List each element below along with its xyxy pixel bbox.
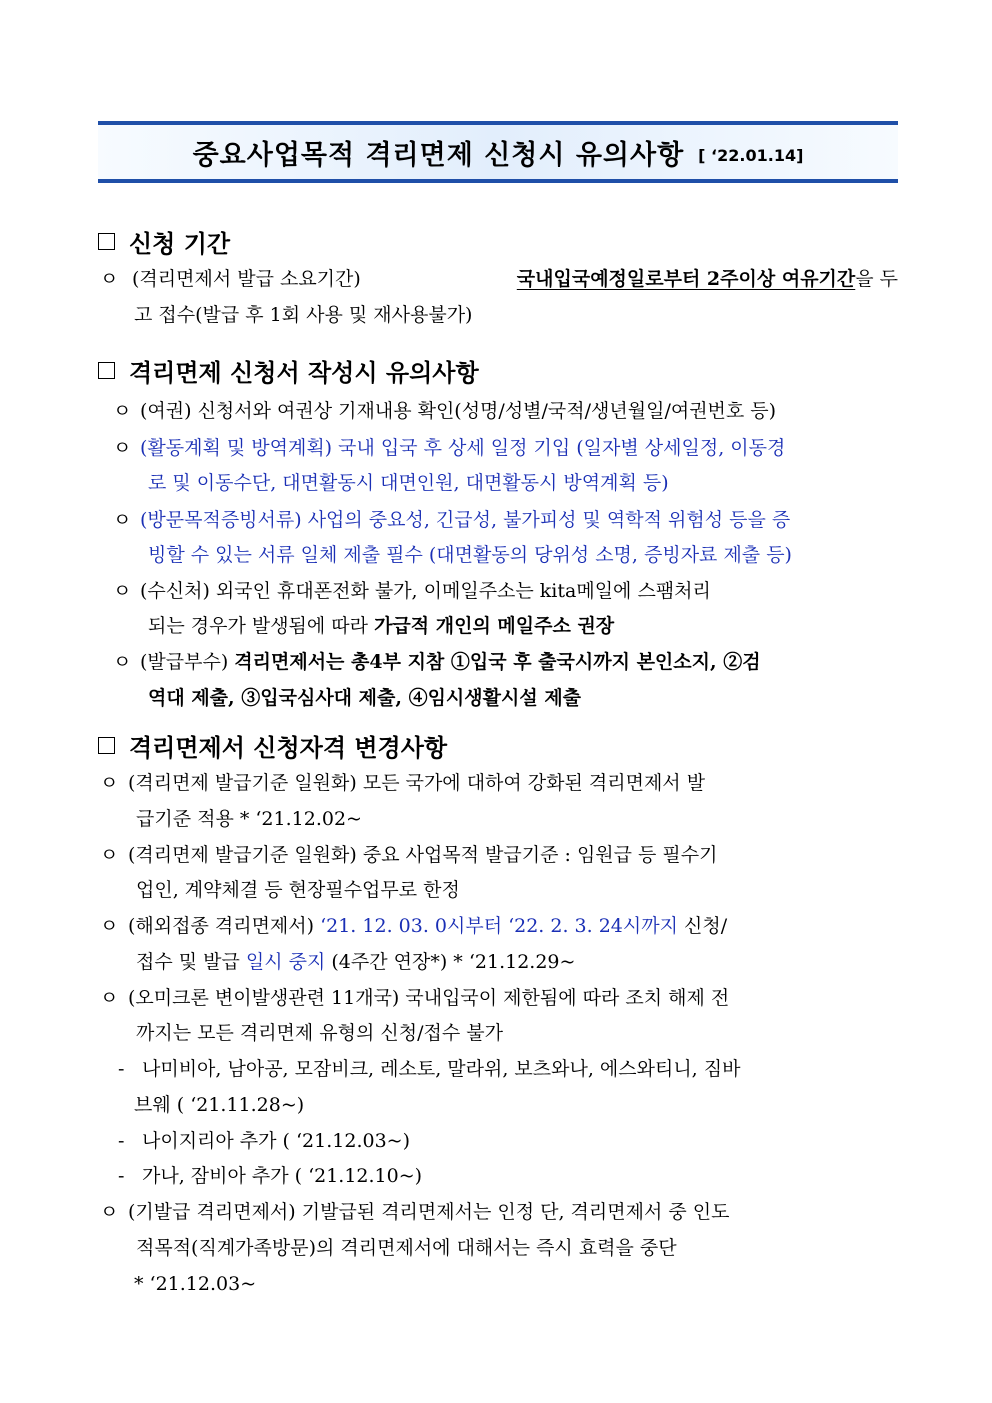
- s2-item2-line2: 로 및 이동수단, 대면활동시 대면인원, 대면활동시 방역계획 등): [148, 472, 669, 494]
- s3-item2-line2: 업인, 계약체결 등 현장필수업무로 한정: [136, 879, 460, 901]
- s2-item2-line1: (활동계획 및 방역계획) 국내 입국 후 상세 일정 기입 (일자별 상세일정, 이동경: [140, 437, 786, 459]
- s3-item3-prefix: (해외접종 격리면제서): [128, 915, 321, 937]
- s3-item1-line1: (격리면제 발급기준 일원화) 모든 국가에 대하여 강화된 격리면제서 발: [128, 772, 706, 794]
- bullet-icon: ㅇ: [113, 651, 132, 673]
- dash-icon: -: [118, 1058, 125, 1080]
- s3-item3-line2-a: 접수 및 발급: [136, 951, 246, 973]
- s3-sub3-text: 가나, 잠비아 추가 ( ‘21.12.10~): [142, 1165, 423, 1187]
- s2-item4-line2: [148, 617, 614, 636]
- bullet-icon: ㅇ: [100, 844, 119, 866]
- s3-item5-line1: (기발급 격리면제서) 기발급된 격리면제서는 인정 단, 격리면제서 중 인도: [128, 1201, 730, 1223]
- s2-item4-line1: [140, 582, 898, 601]
- bullet-icon: ㅇ: [100, 1201, 119, 1223]
- s3-sub1-line1: 나미비아, 남아공, 모잠비크, 레소토, 말라위, 보츠와나, 에스와티니, 짐바: [142, 1058, 741, 1080]
- bullet-icon: ㅇ: [113, 400, 132, 422]
- checkbox-square-icon: [98, 737, 115, 754]
- dash-icon: -: [118, 1130, 125, 1152]
- bullet-icon: ㅇ: [100, 915, 119, 937]
- checkbox-square-icon: [98, 362, 115, 379]
- bullet-icon: ㅇ: [100, 772, 119, 794]
- section-heading-eligibility-changes: [98, 728, 447, 763]
- s2-item4-line2-prefix: 되는 경우가 발생됨에 따라: [148, 615, 375, 637]
- page-title: 중요사업목적 격리면제 신청시 유의사항: [192, 139, 685, 171]
- section-heading-label: 신청 기간: [129, 230, 231, 258]
- s2-item5-line1-emphasis: 격리면제서는 총4부 지참 ①입국 후 출국시까지 본인소지, ②검: [234, 651, 761, 673]
- bullet-icon: ㅇ: [100, 268, 119, 290]
- s2-item3-line1: (방문목적증빙서류) 사업의 중요성, 긴급성, 불가피성 및 역학적 위험성 등을 증: [140, 509, 791, 531]
- s1-item1-suffix: 을 두: [855, 268, 898, 290]
- s3-item5-line2: 적목적(직계가족방문)의 격리면제서에 대해서는 즉시 효력을 중단: [136, 1237, 677, 1259]
- s2-item1-text: (여권) 신청서와 여권상 기재내용 확인(성명/성별/국적/생년월일/여권번호 등): [140, 400, 777, 422]
- s3-item2-line1: (격리면제 발급기준 일원화) 중요 사업목적 발급기준 : 임원급 등 필수기: [128, 844, 718, 866]
- dash-icon: -: [118, 1165, 125, 1187]
- s1-item1-line1: [132, 270, 898, 289]
- bullet-icon: ㅇ: [100, 987, 119, 1009]
- s2-item5-line2: 역대 제출, ③입국심사대 제출, ④임시생활시설 제출: [148, 687, 582, 709]
- section-heading-application-period: [98, 224, 230, 259]
- s3-item1-line2: 급기준 적용 * ‘21.12.02~: [136, 808, 362, 830]
- s3-item4-line2: 까지는 모든 격리면제 유형의 신청/접수 불가: [136, 1022, 503, 1044]
- bullet-icon: ㅇ: [113, 437, 132, 459]
- s3-item3-line2: [136, 953, 575, 972]
- s2-item3-line2: 빙할 수 있는 서류 일체 제출 필수 (대면활동의 당위성 소명, 증빙자료 제출 등): [148, 544, 792, 566]
- checkbox-square-icon: [98, 233, 115, 250]
- s3-item3-line2-b: (4주간 연장*) * ‘21.12.29~: [325, 951, 576, 973]
- bullet-icon: ㅇ: [113, 509, 132, 531]
- s2-item5-line1: [140, 653, 761, 672]
- s2-item4-line1-text: (수신처) 외국인 휴대폰전화 불가, 이메일주소는 kita메일에 스팸처리: [140, 580, 711, 602]
- s3-sub1-line2: 브웨 ( ‘21.11.28~): [134, 1094, 305, 1116]
- s3-item3-line1: [128, 917, 727, 936]
- s3-sub2-text: 나이지리아 추가 ( ‘21.12.03~): [142, 1130, 410, 1152]
- s2-item5-prefix: (발급부수): [140, 651, 235, 673]
- s3-item4-line1: (오미크론 변이발생관련 11개국) 국내입국이 제한됨에 따라 조치 해제 전: [128, 987, 730, 1009]
- s1-item1-prefix: (격리면제서 발급 소요기간): [132, 268, 361, 290]
- title-banner: [98, 121, 898, 183]
- section-heading-label: 격리면제서 신청자격 변경사항: [129, 734, 448, 762]
- s3-item3-suffix: 신청/: [677, 915, 728, 937]
- s1-item1-line2: 고 접수(발급 후 1회 사용 및 재사용불가): [134, 304, 473, 326]
- s1-item1-emphasis: 국내입국예정일로부터 2주이상 여유기간: [516, 268, 856, 290]
- s3-item5-line3: * ‘21.12.03~: [134, 1273, 257, 1295]
- s2-item4-line2-emphasis: 가급적 개인의 메일주소 권장: [374, 615, 615, 637]
- bullet-icon: ㅇ: [113, 580, 132, 602]
- s3-item3-date-range: ‘21. 12. 03. 0시부터 ‘22. 2. 3. 24시까지: [320, 915, 678, 937]
- section-heading-form-notes: [98, 353, 479, 388]
- s3-item3-suspended: 일시 중지: [245, 951, 326, 973]
- section-heading-label: 격리면제 신청서 작성시 유의사항: [129, 359, 479, 387]
- title-date: [ ‘22.01.14]: [698, 145, 804, 165]
